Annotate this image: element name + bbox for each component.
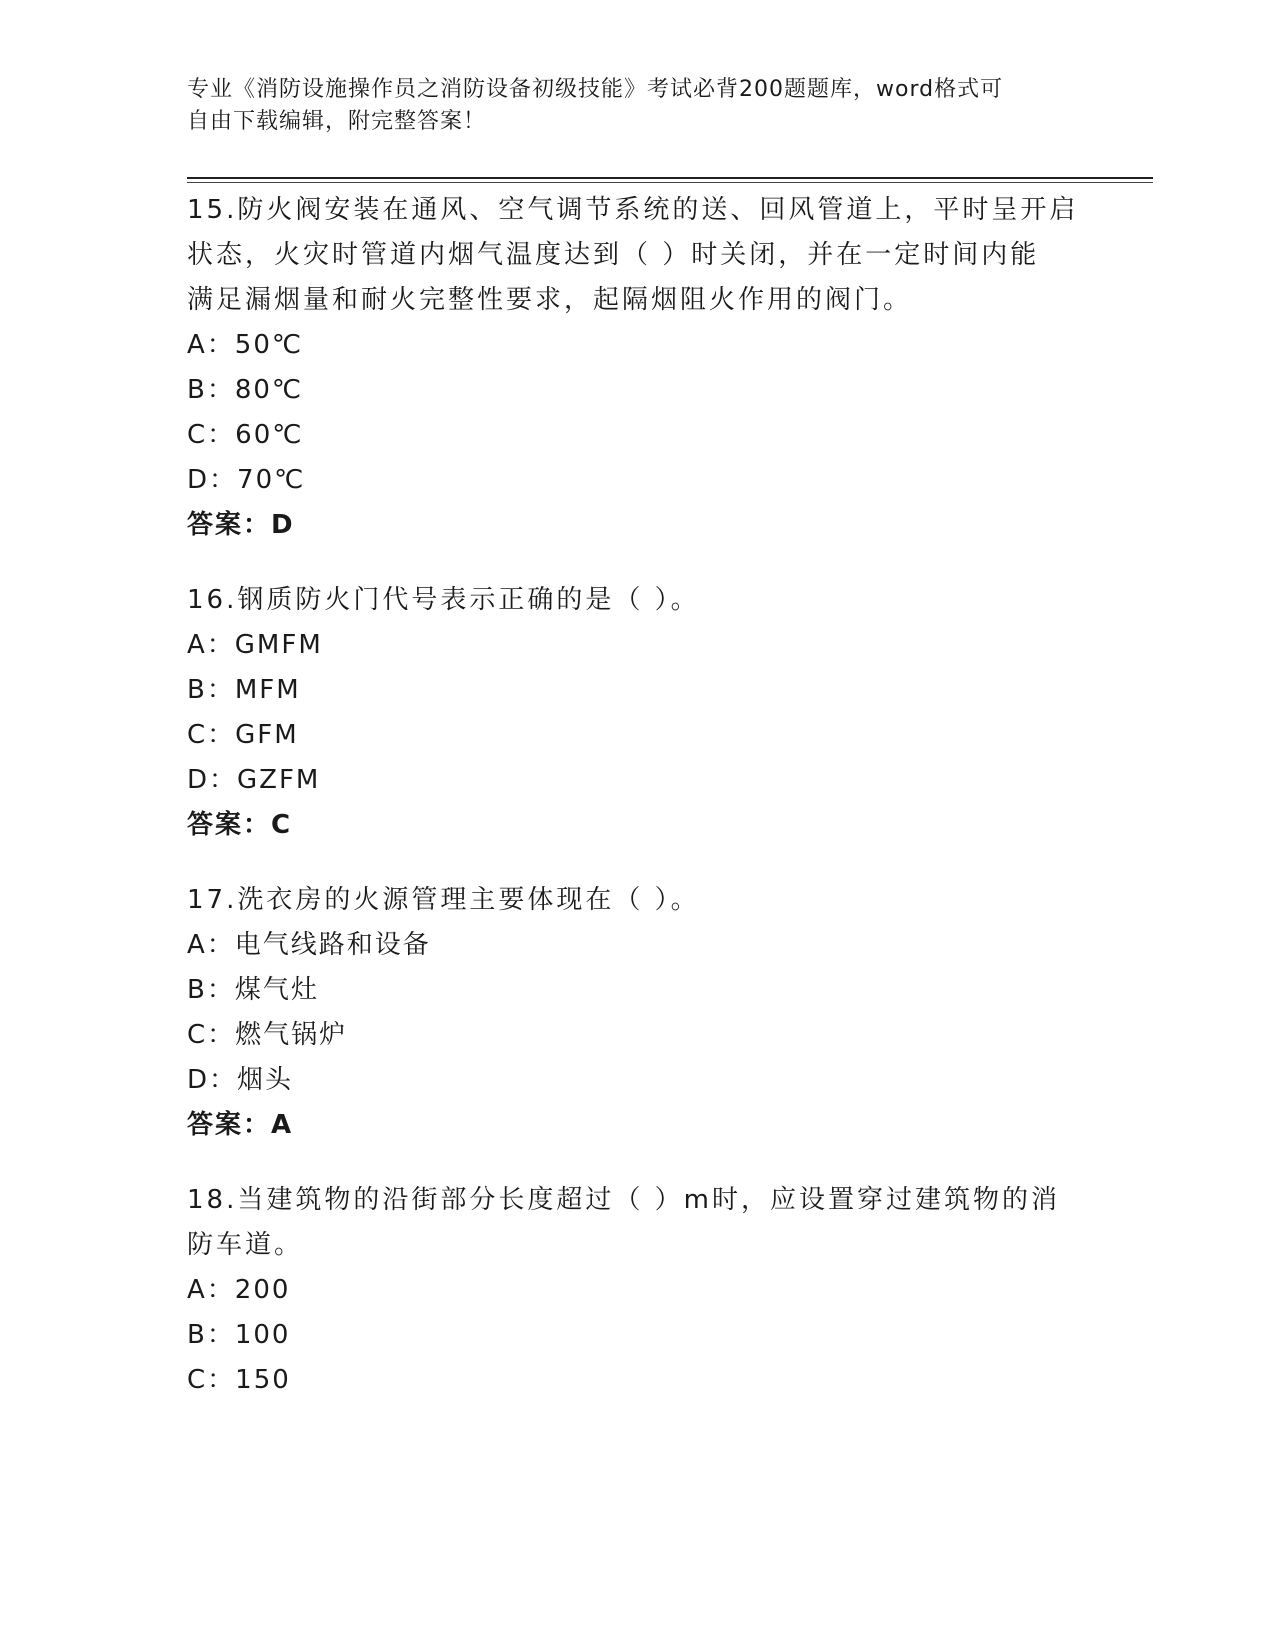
header-divider-thin [187, 182, 1153, 183]
question-stem-line: 18.当建筑物的沿街部分长度超过（ ）m时，应设置穿过建筑物的消 [187, 1185, 1060, 1215]
question-stem-line: 满足漏烟量和耐火完整性要求，起隔烟阻火作用的阀门。 [187, 285, 913, 315]
question-17 [187, 878, 1087, 1148]
option-b: B：煤气灶 [187, 975, 319, 1005]
question-15 [187, 188, 1087, 548]
option-c: C：150 [187, 1365, 291, 1395]
option-b: B：80℃ [187, 375, 304, 405]
option-b: B：100 [187, 1320, 291, 1350]
header-line-2: 自由下载编辑，附完整答案！ [187, 109, 487, 134]
header-line-1: 专业《消防设施操作员之消防设备初级技能》考试必背200题题库，word格式可 [187, 77, 1004, 102]
option-c: C：60℃ [187, 420, 304, 450]
option-d: D：70℃ [187, 465, 306, 495]
answer-line: 答案：C [187, 810, 293, 840]
option-d: D：GZFM [187, 765, 321, 795]
option-c: C：GFM [187, 720, 299, 750]
option-c: C：燃气锅炉 [187, 1020, 348, 1050]
document-header [187, 74, 1067, 138]
question-16 [187, 578, 1087, 848]
question-stem-line: 15.防火阀安装在通风、空气调节系统的送、回风管道上，平时呈开启 [187, 195, 1079, 225]
option-a: A：200 [187, 1275, 291, 1305]
question-stem-line: 状态，火灾时管道内烟气温度达到（ ）时关闭，并在一定时间内能 [187, 240, 1040, 270]
question-stem-line: 17.洗衣房的火源管理主要体现在（ ）。 [187, 885, 700, 915]
question-stem-line: 防车道。 [187, 1230, 304, 1260]
option-a: A：电气线路和设备 [187, 930, 431, 960]
question-stem-line: 16.钢质防火门代号表示正确的是（ ）。 [187, 585, 700, 615]
answer-line: 答案：A [187, 1110, 294, 1140]
answer-line: 答案：D [187, 510, 295, 540]
question-list [187, 188, 1087, 1433]
question-18 [187, 1178, 1087, 1403]
option-b: B：MFM [187, 675, 301, 705]
option-d: D：烟头 [187, 1065, 294, 1095]
option-a: A：GMFM [187, 630, 323, 660]
option-a: A：50℃ [187, 330, 304, 360]
header-divider-thick [187, 177, 1153, 179]
